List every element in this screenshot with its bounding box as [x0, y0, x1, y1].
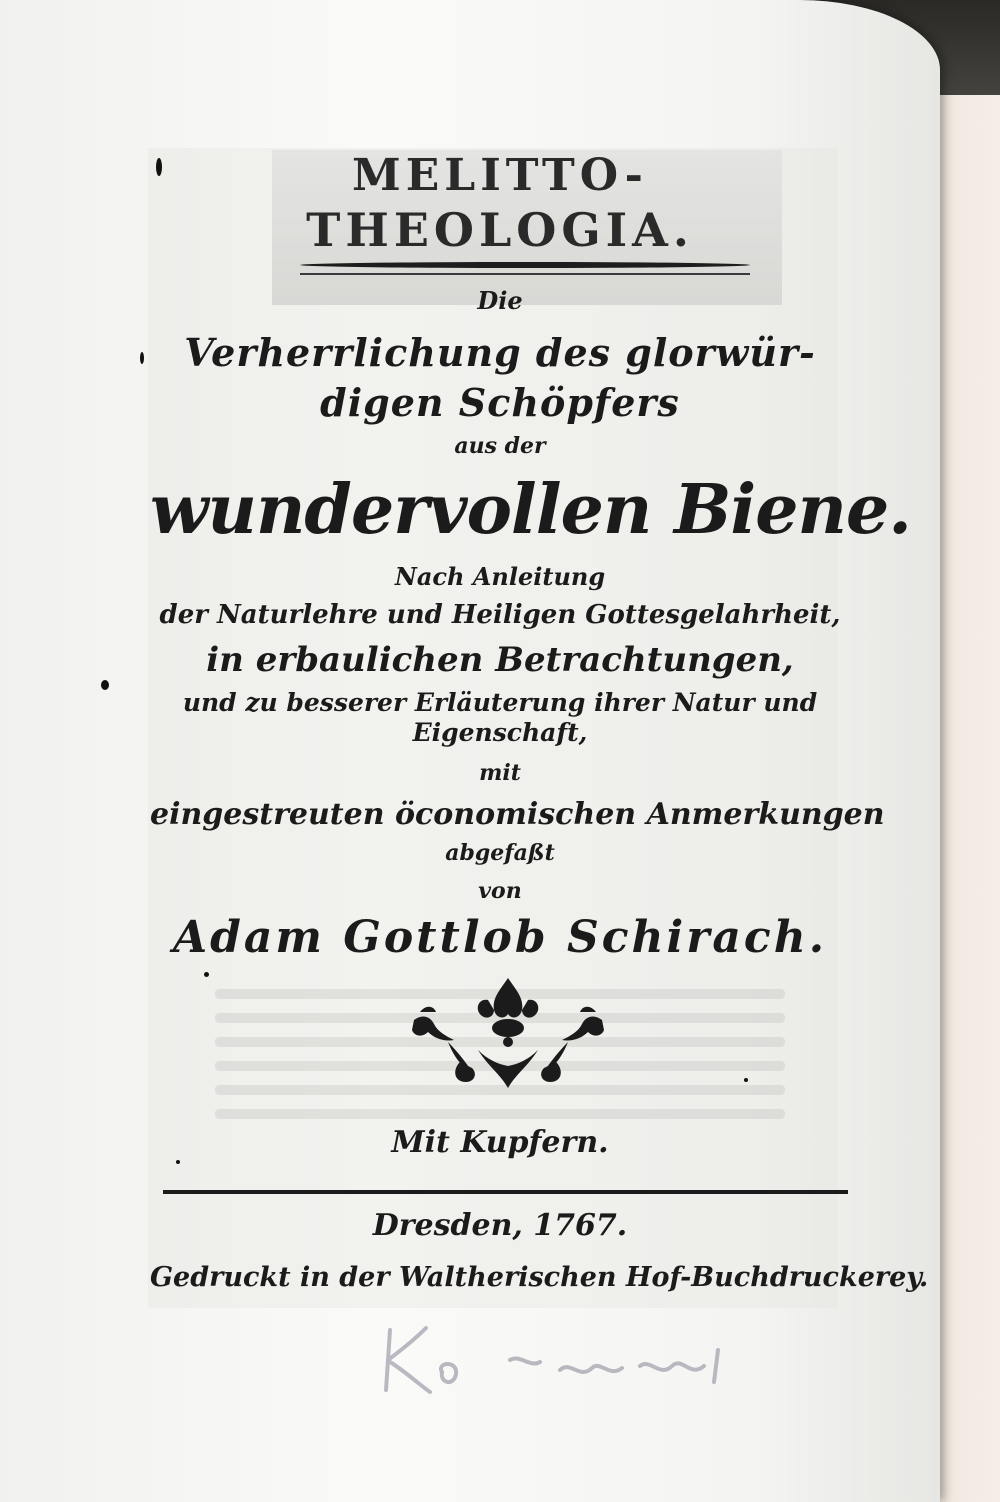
ink-speck — [156, 158, 162, 176]
text-mit: mit — [479, 760, 521, 786]
text-naturlehre: der Naturlehre und Heiligen Gottesgelahrheit, — [159, 600, 841, 630]
handwritten-signature — [360, 1320, 780, 1400]
ink-speck — [176, 1160, 180, 1164]
text-abgefasst: abgefaßt — [445, 840, 555, 866]
text-erlaeuterung: und zu besserer Erläuterung ihrer Natur und — [182, 688, 818, 717]
imprint-printer: Gedruckt in der Waltherischen Hof-Buchdruckerey. — [150, 1262, 929, 1293]
ink-speck — [204, 972, 209, 977]
ink-speck — [101, 680, 109, 690]
ink-speck — [140, 352, 144, 364]
imprint-rule — [163, 1190, 848, 1194]
text-anmerkungen: eingestreuten öconomischen Anmerkungen — [150, 797, 885, 832]
author-name: Adam Gottlob Schirach. — [172, 912, 828, 963]
imprint-place-year: Dresden, 1767. — [372, 1208, 628, 1243]
floral-vignette-icon — [408, 970, 608, 1105]
text-digen: digen Schöpfers — [320, 380, 680, 425]
text-aus-der: aus der — [454, 433, 546, 459]
text-die: Die — [477, 286, 523, 315]
title-rule-thick — [300, 262, 750, 268]
text-nach-anleitung: Nach Anleitung — [394, 562, 606, 591]
text-eigenschaft: Eigenschaft, — [412, 718, 588, 747]
text-erbaulichen: in erbaulichen Betrachtungen, — [206, 640, 794, 680]
text-von: von — [478, 878, 522, 904]
ink-speck — [744, 1078, 748, 1082]
text-verherrlichung: Verherrlichung des glorwür- — [184, 330, 816, 375]
title-line-1: MELITTO- — [352, 150, 648, 201]
text-wundervollen: wundervollen Biene. — [150, 470, 911, 550]
title-rule-thin — [300, 273, 750, 275]
text-mit-kupfern: Mit Kupfern. — [391, 1125, 609, 1160]
title-line-2: THEOLOGIA. — [306, 203, 694, 257]
